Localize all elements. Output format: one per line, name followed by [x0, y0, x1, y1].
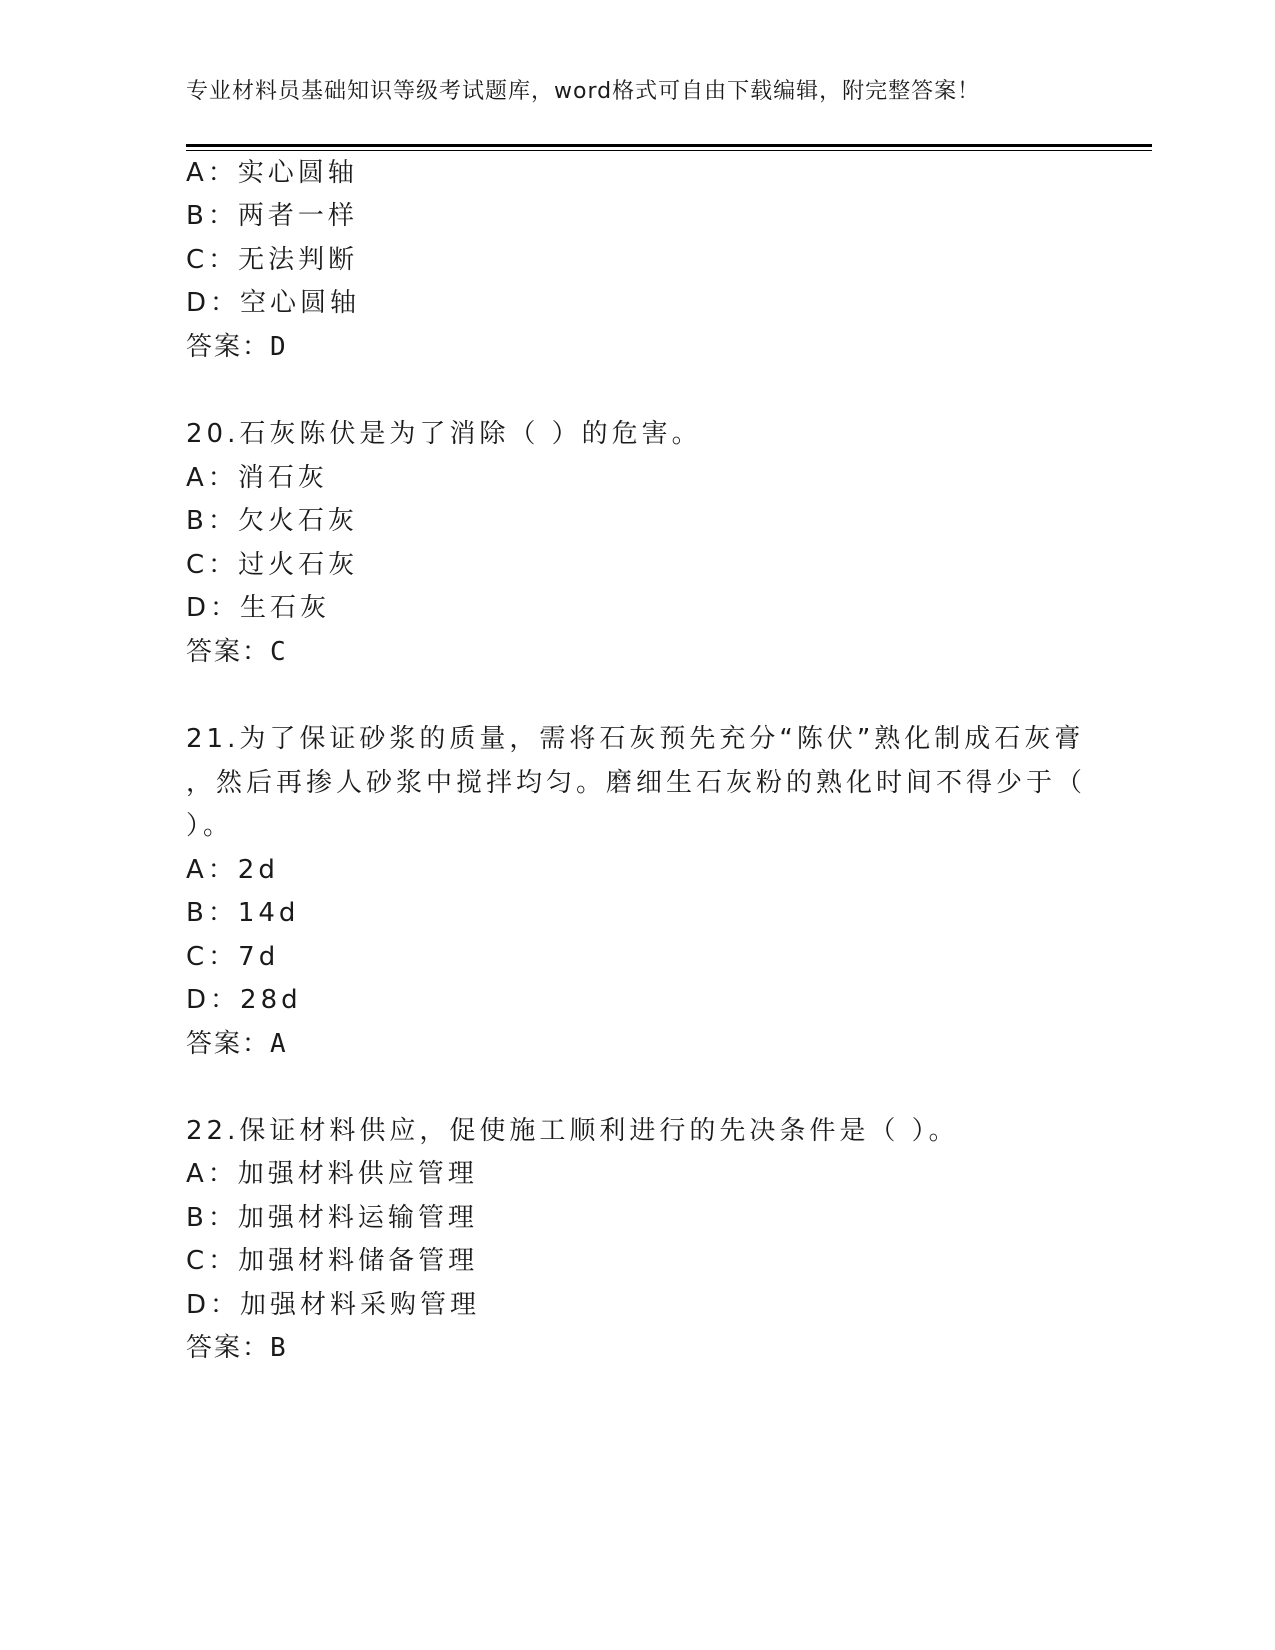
q20-stem: 20.石灰陈伏是为了消除（ ）的危害。	[186, 419, 702, 449]
q20-answer	[186, 639, 288, 665]
answer-value: D	[270, 332, 288, 362]
q22-answer	[186, 1335, 288, 1361]
answer-value: A	[270, 1029, 288, 1059]
q19-option-d: D：空心圆轴	[186, 288, 361, 318]
answer-label: 答案：	[186, 1029, 271, 1059]
header-rule-thick	[186, 144, 1152, 147]
q22-option-a: A：加强材料供应管理	[186, 1159, 478, 1189]
q21-option-b: B：14d	[186, 898, 300, 928]
q21-answer	[186, 1031, 288, 1057]
q20-option-a: A：消石灰	[186, 463, 328, 493]
q21-stem-line-2: ，然后再掺人砂浆中搅拌均匀。磨细生石灰粉的熟化时间不得少于（	[186, 768, 1087, 798]
answer-label: 答案：	[186, 332, 271, 362]
q19-option-c: C：无法判断	[186, 245, 359, 275]
page-header: 专业材料员基础知识等级考试题库，word格式可自由下载编辑，附完整答案！	[186, 79, 981, 104]
q19-option-b: B：两者一样	[186, 201, 358, 231]
q20-option-b: B：欠火石灰	[186, 506, 358, 536]
q22-stem: 22.保证材料供应，促使施工顺利进行的先决条件是（ ）。	[186, 1116, 959, 1146]
q19-option-a: A：实心圆轴	[186, 158, 358, 188]
q20-option-d: D：生石灰	[186, 593, 331, 623]
answer-value: B	[270, 1333, 288, 1363]
answer-value: C	[270, 637, 288, 667]
q21-option-d: D：28d	[186, 985, 302, 1015]
q21-stem-line-3: ）。	[186, 811, 234, 841]
q19-answer	[186, 334, 288, 360]
q21-option-c: C：7d	[186, 942, 280, 972]
q21-option-a: A：2d	[186, 855, 279, 885]
answer-label: 答案：	[186, 1333, 271, 1363]
header-rule-thin	[186, 150, 1152, 151]
answer-label: 答案：	[186, 637, 271, 667]
q20-option-c: C：过火石灰	[186, 550, 359, 580]
q22-option-d: D：加强材料采购管理	[186, 1290, 481, 1320]
q22-option-b: B：加强材料运输管理	[186, 1203, 478, 1233]
q22-option-c: C：加强材料储备管理	[186, 1246, 479, 1276]
q21-stem-line-1: 21.为了保证砂浆的质量，需将石灰预先充分“陈伏”熟化制成石灰膏	[186, 724, 1085, 754]
